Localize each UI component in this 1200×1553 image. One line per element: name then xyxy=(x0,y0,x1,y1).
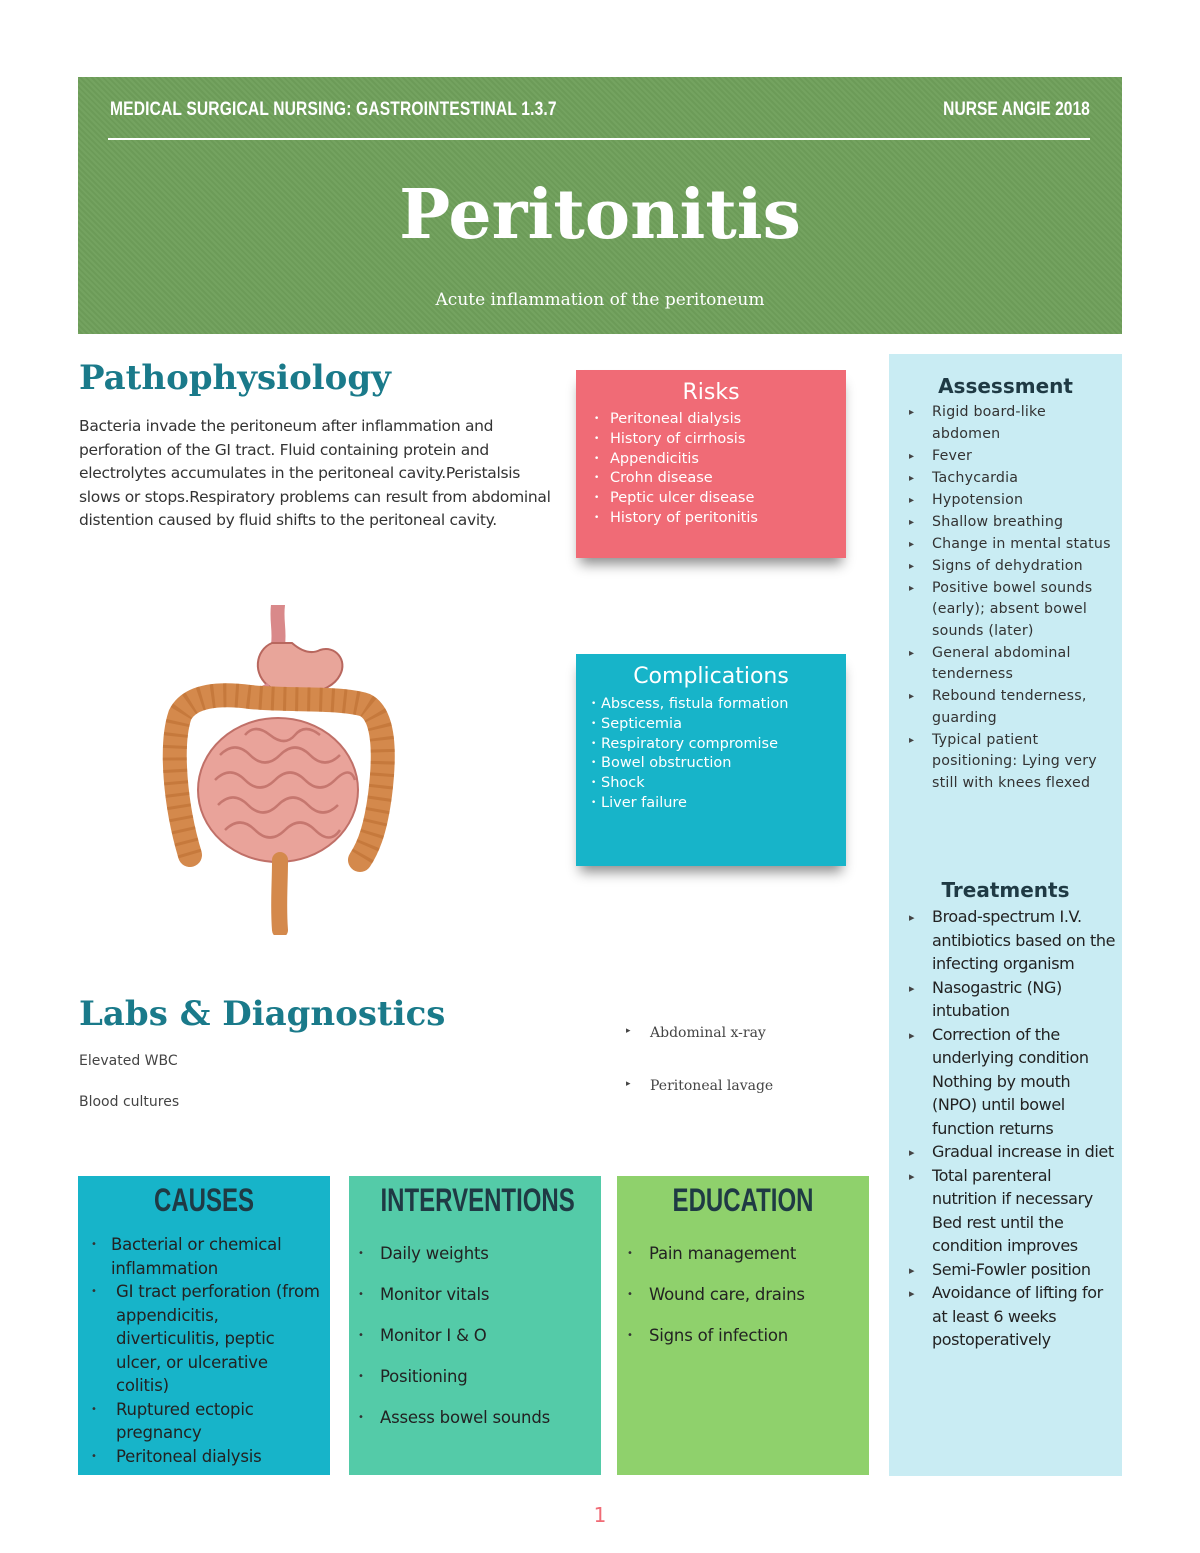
education-heading: EDUCATION xyxy=(672,1182,814,1218)
list-item: ▸ Rebound tenderness, guarding xyxy=(909,688,1087,726)
assessment-list xyxy=(909,402,1117,795)
list-item: ▸ Broad-spectrum I.V. antibiotics based on the infecting organism xyxy=(909,907,1116,973)
list-item: • Monitor I & O xyxy=(358,1326,487,1345)
page-subtitle: Acute inflammation of the peritoneum xyxy=(435,290,765,310)
list-item: ▸ Tachycardia xyxy=(932,468,1117,490)
author-label: NURSE ANGIE 2018 xyxy=(943,99,1090,120)
list-item: ▸ Positive bowel sounds (early); absent bowel sounds (later) xyxy=(909,579,1093,639)
complications-card xyxy=(576,654,846,866)
causes-box xyxy=(78,1176,330,1475)
list-item: ▸ Change in mental status xyxy=(932,534,1117,556)
list-item: • Peptic ulcer disease xyxy=(594,490,755,507)
list-item: ▸ Correction of the underlying condition Nothing by mouth (NPO) until bowel function returns xyxy=(909,1024,1089,1138)
triangle-bullet-icon: ▸ xyxy=(909,560,915,572)
list-item: • Appendicitis xyxy=(594,450,699,467)
course-label: MEDICAL SURGICAL NURSING: GASTROINTESTINAL 1.3.7 xyxy=(110,99,557,120)
triangle-bullet-icon: ▸ xyxy=(909,1028,915,1042)
complications-list xyxy=(591,695,789,814)
triangle-bullet-icon: ▸ xyxy=(909,1146,915,1159)
list-item: • Abscess, fistula formation xyxy=(591,696,789,712)
triangle-bullet-icon: ▸ xyxy=(909,516,915,528)
list-item: • Signs of infection xyxy=(627,1326,789,1345)
triangle-bullet-icon: ▸ xyxy=(909,734,915,746)
list-item: • Wound care, drains xyxy=(627,1285,805,1304)
list-item: • Assess bowel sounds xyxy=(358,1408,550,1427)
list-item: ▸ Gradual increase in diet xyxy=(932,1140,1117,1164)
list-item: • Ruptured ectopic pregnancy xyxy=(91,1399,254,1442)
causes-heading: CAUSES xyxy=(153,1182,255,1218)
list-item: • Daily weights xyxy=(358,1244,489,1263)
interventions-box xyxy=(349,1176,601,1475)
list-item: ▸ Typical patient positioning: Lying very still with knees flexed xyxy=(909,731,1097,791)
list-item: ▸ Nasogastric (NG) intubation xyxy=(909,977,1062,1020)
complications-heading: Complications xyxy=(633,664,789,689)
triangle-bullet-icon: ▸ xyxy=(626,1079,631,1089)
interventions-list xyxy=(358,1233,590,1438)
triangle-bullet-icon: ▸ xyxy=(909,1287,915,1300)
list-item: • Crohn disease xyxy=(594,470,713,487)
lab-item: Blood cultures xyxy=(79,1094,180,1110)
page-title: Peritonitis xyxy=(399,175,801,255)
list-item: • Bowel obstruction xyxy=(591,755,732,772)
assessment-heading: Assessment xyxy=(938,374,1073,398)
triangle-bullet-icon: ▸ xyxy=(909,691,915,702)
diagnostic-item: ▸ Abdominal x-ray xyxy=(626,1025,766,1041)
list-item: • Peritoneal dialysis xyxy=(91,1446,262,1466)
triangle-bullet-icon: ▸ xyxy=(909,1169,915,1183)
header-banner xyxy=(78,77,1122,334)
list-item: • Respiratory compromise xyxy=(591,735,779,752)
labs-heading: Labs & Diagnostics xyxy=(79,994,446,1034)
triangle-bullet-icon: ▸ xyxy=(626,1026,631,1036)
list-item: ▸ Fever xyxy=(932,446,1117,468)
risks-card xyxy=(576,370,846,558)
diagnostic-item: ▸ Peritoneal lavage xyxy=(626,1078,774,1094)
list-item: ▸ Avoidance of lifting for at least 6 weeks postoperatively xyxy=(909,1283,1103,1349)
list-item: ▸ Shallow breathing xyxy=(932,512,1117,534)
page-number: 1 xyxy=(593,1503,607,1527)
triangle-bullet-icon: ▸ xyxy=(909,981,915,995)
pathophysiology-heading: Pathophysiology xyxy=(79,358,391,398)
list-item: • Liver failure xyxy=(591,794,687,811)
list-item: • Pain management xyxy=(627,1244,797,1263)
triangle-bullet-icon: ▸ xyxy=(909,472,915,484)
triangle-bullet-icon: ▸ xyxy=(909,407,915,418)
risks-heading: Risks xyxy=(682,380,740,405)
list-item: • Positioning xyxy=(358,1367,468,1386)
triangle-bullet-icon: ▸ xyxy=(909,911,915,924)
list-item: ▸ Signs of dehydration xyxy=(932,556,1117,578)
header-divider xyxy=(108,138,1090,140)
triangle-bullet-icon: ▸ xyxy=(909,494,915,506)
list-item: ▸ Hypotension xyxy=(932,490,1117,512)
risks-list xyxy=(594,410,758,529)
triangle-bullet-icon: ▸ xyxy=(909,582,915,594)
list-item: ▸ Total parenteral nutrition if necessary Bed rest until the condition improves xyxy=(909,1165,1093,1255)
list-item: • Shock xyxy=(591,775,645,792)
list-item: • History of cirrhosis xyxy=(594,430,746,447)
causes-list xyxy=(91,1233,321,1468)
list-item: ▸ Semi-Fowler position xyxy=(932,1258,1117,1282)
triangle-bullet-icon: ▸ xyxy=(909,450,915,462)
treatments-list xyxy=(909,905,1117,1352)
triangle-bullet-icon: ▸ xyxy=(909,647,915,659)
lab-item: Elevated WBC xyxy=(79,1053,178,1069)
assessment-treatments-panel xyxy=(889,354,1122,1476)
list-item: ▸ Rigid board-like abdomen xyxy=(909,404,1046,442)
education-list xyxy=(627,1233,859,1356)
pathophysiology-text: Bacteria invade the peritoneum after inflammation and perforation of the GI tract. Fluid containing protein and electrolytes accumulates in the peritoneal cavity.Peristalsis slows or stops.Respiratory problems can result from abdominal distention caused by fluid shifts to the peritoneal cavity. xyxy=(79,417,551,529)
digestive-tract-illustration xyxy=(160,605,400,935)
list-item: • Septicemia xyxy=(591,715,682,732)
treatments-heading: Treatments xyxy=(941,878,1070,902)
list-item: • Monitor vitals xyxy=(358,1285,490,1304)
interventions-heading: INTERVENTIONS xyxy=(380,1182,575,1218)
list-item: • Bacterial or chemical inflammation xyxy=(91,1235,282,1278)
list-item: • Peritoneal dialysis xyxy=(594,411,742,427)
education-box xyxy=(617,1176,869,1475)
list-item: • GI tract perforation (from appendicitis, diverticulitis, peptic ulcer, or ulcerative colitis) xyxy=(91,1282,320,1395)
list-item: ▸ General abdominal tenderness xyxy=(909,644,1071,682)
triangle-bullet-icon: ▸ xyxy=(909,538,915,550)
list-item: • History of peritonitis xyxy=(594,509,758,526)
triangle-bullet-icon: ▸ xyxy=(909,1263,915,1277)
